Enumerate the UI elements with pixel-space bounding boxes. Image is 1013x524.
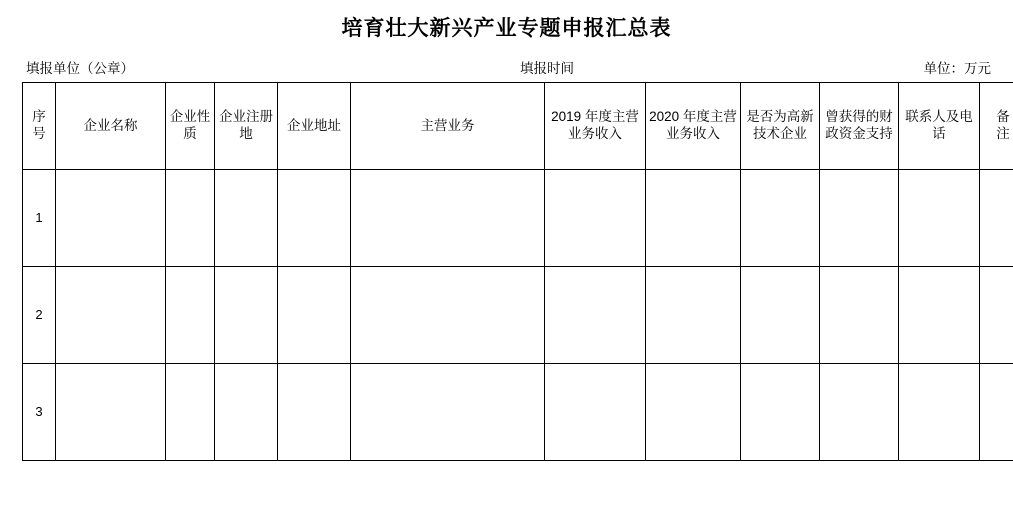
cell-remark[interactable] — [980, 267, 1013, 364]
column-header-seq — [23, 83, 56, 170]
column-header-company-name-label: 企业名称 — [83, 117, 138, 133]
cell-company-type[interactable] — [166, 267, 215, 364]
column-header-previous-funding-label: 曾获得的财政资金支持 — [825, 109, 893, 141]
column-header-revenue-2020-label: 2020 年度主营业务收入 — [649, 109, 737, 141]
cell-remark[interactable] — [980, 364, 1013, 461]
cell-revenue-2019[interactable] — [545, 364, 646, 461]
cell-revenue-2020[interactable] — [646, 267, 741, 364]
column-header-company-name — [56, 83, 166, 170]
column-header-contact-label: 联系人及电话 — [905, 109, 973, 141]
cell-remark[interactable] — [980, 170, 1013, 267]
cell-company-address[interactable] — [278, 267, 351, 364]
column-header-company-address — [278, 83, 351, 170]
column-header-company-address-label: 企业地址 — [287, 117, 341, 133]
cell-company-name[interactable] — [56, 170, 166, 267]
column-header-registration-place-label: 企业注册地 — [219, 109, 273, 141]
table-header-row — [23, 83, 1013, 170]
cell-main-business[interactable] — [351, 364, 545, 461]
column-header-main-business — [351, 83, 545, 170]
cell-revenue-2020[interactable] — [646, 170, 741, 267]
cell-main-business[interactable] — [351, 267, 545, 364]
cell-revenue-2019[interactable] — [545, 170, 646, 267]
column-header-company-type — [166, 83, 215, 170]
table-row — [23, 170, 1013, 267]
cell-company-name[interactable] — [56, 267, 166, 364]
cell-previous-funding[interactable] — [820, 364, 899, 461]
cell-company-type[interactable] — [166, 170, 215, 267]
cell-high-tech-status[interactable] — [741, 364, 820, 461]
column-header-high-tech-status — [741, 83, 820, 170]
column-header-registration-place — [215, 83, 278, 170]
cell-registration-place[interactable] — [215, 170, 278, 267]
cell-main-business[interactable] — [351, 170, 545, 267]
column-header-contact — [899, 83, 980, 170]
cell-registration-place[interactable] — [215, 364, 278, 461]
cell-company-address[interactable] — [278, 364, 351, 461]
cell-contact[interactable] — [899, 170, 980, 267]
column-header-revenue-2020 — [646, 83, 741, 170]
declaration-summary-table — [22, 82, 1013, 461]
column-header-revenue-2019-label: 2019 年度主营业务收入 — [551, 109, 639, 141]
column-header-company-type-label: 企业性质 — [169, 109, 211, 141]
cell-contact[interactable] — [899, 364, 980, 461]
cell-company-address[interactable] — [278, 170, 351, 267]
column-header-seq-label: 序号 — [32, 109, 46, 141]
column-header-previous-funding — [820, 83, 899, 170]
cell-company-name[interactable] — [56, 364, 166, 461]
cell-seq: 2 — [23, 267, 56, 364]
cell-high-tech-status[interactable] — [741, 170, 820, 267]
cell-revenue-2020[interactable] — [646, 364, 741, 461]
form-meta-row — [0, 54, 1013, 78]
table-row — [23, 364, 1013, 461]
page-title: 培育壮大新兴产业专题申报汇总表 — [341, 16, 672, 40]
cell-contact[interactable] — [899, 267, 980, 364]
table-header — [23, 83, 1013, 170]
column-header-high-tech-status-label: 是否为高新技术企业 — [746, 109, 814, 141]
column-header-revenue-2019 — [545, 83, 646, 170]
reporting-unit-label: 填报单位（公章） — [26, 61, 134, 76]
amount-unit-label: 单位：万元 — [923, 61, 991, 76]
cell-seq: 3 — [23, 364, 56, 461]
cell-company-type[interactable] — [166, 364, 215, 461]
column-header-main-business-label: 主营业务 — [420, 117, 475, 133]
column-header-remark-label: 备注 — [996, 109, 1010, 141]
cell-previous-funding[interactable] — [820, 170, 899, 267]
reporting-date-label: 填报时间 — [520, 61, 574, 76]
cell-seq: 1 — [23, 170, 56, 267]
cell-previous-funding[interactable] — [820, 267, 899, 364]
cell-registration-place[interactable] — [215, 267, 278, 364]
table-row — [23, 267, 1013, 364]
cell-high-tech-status[interactable] — [741, 267, 820, 364]
cell-revenue-2019[interactable] — [545, 267, 646, 364]
column-header-remark — [980, 83, 1013, 170]
table-body — [23, 170, 1013, 461]
